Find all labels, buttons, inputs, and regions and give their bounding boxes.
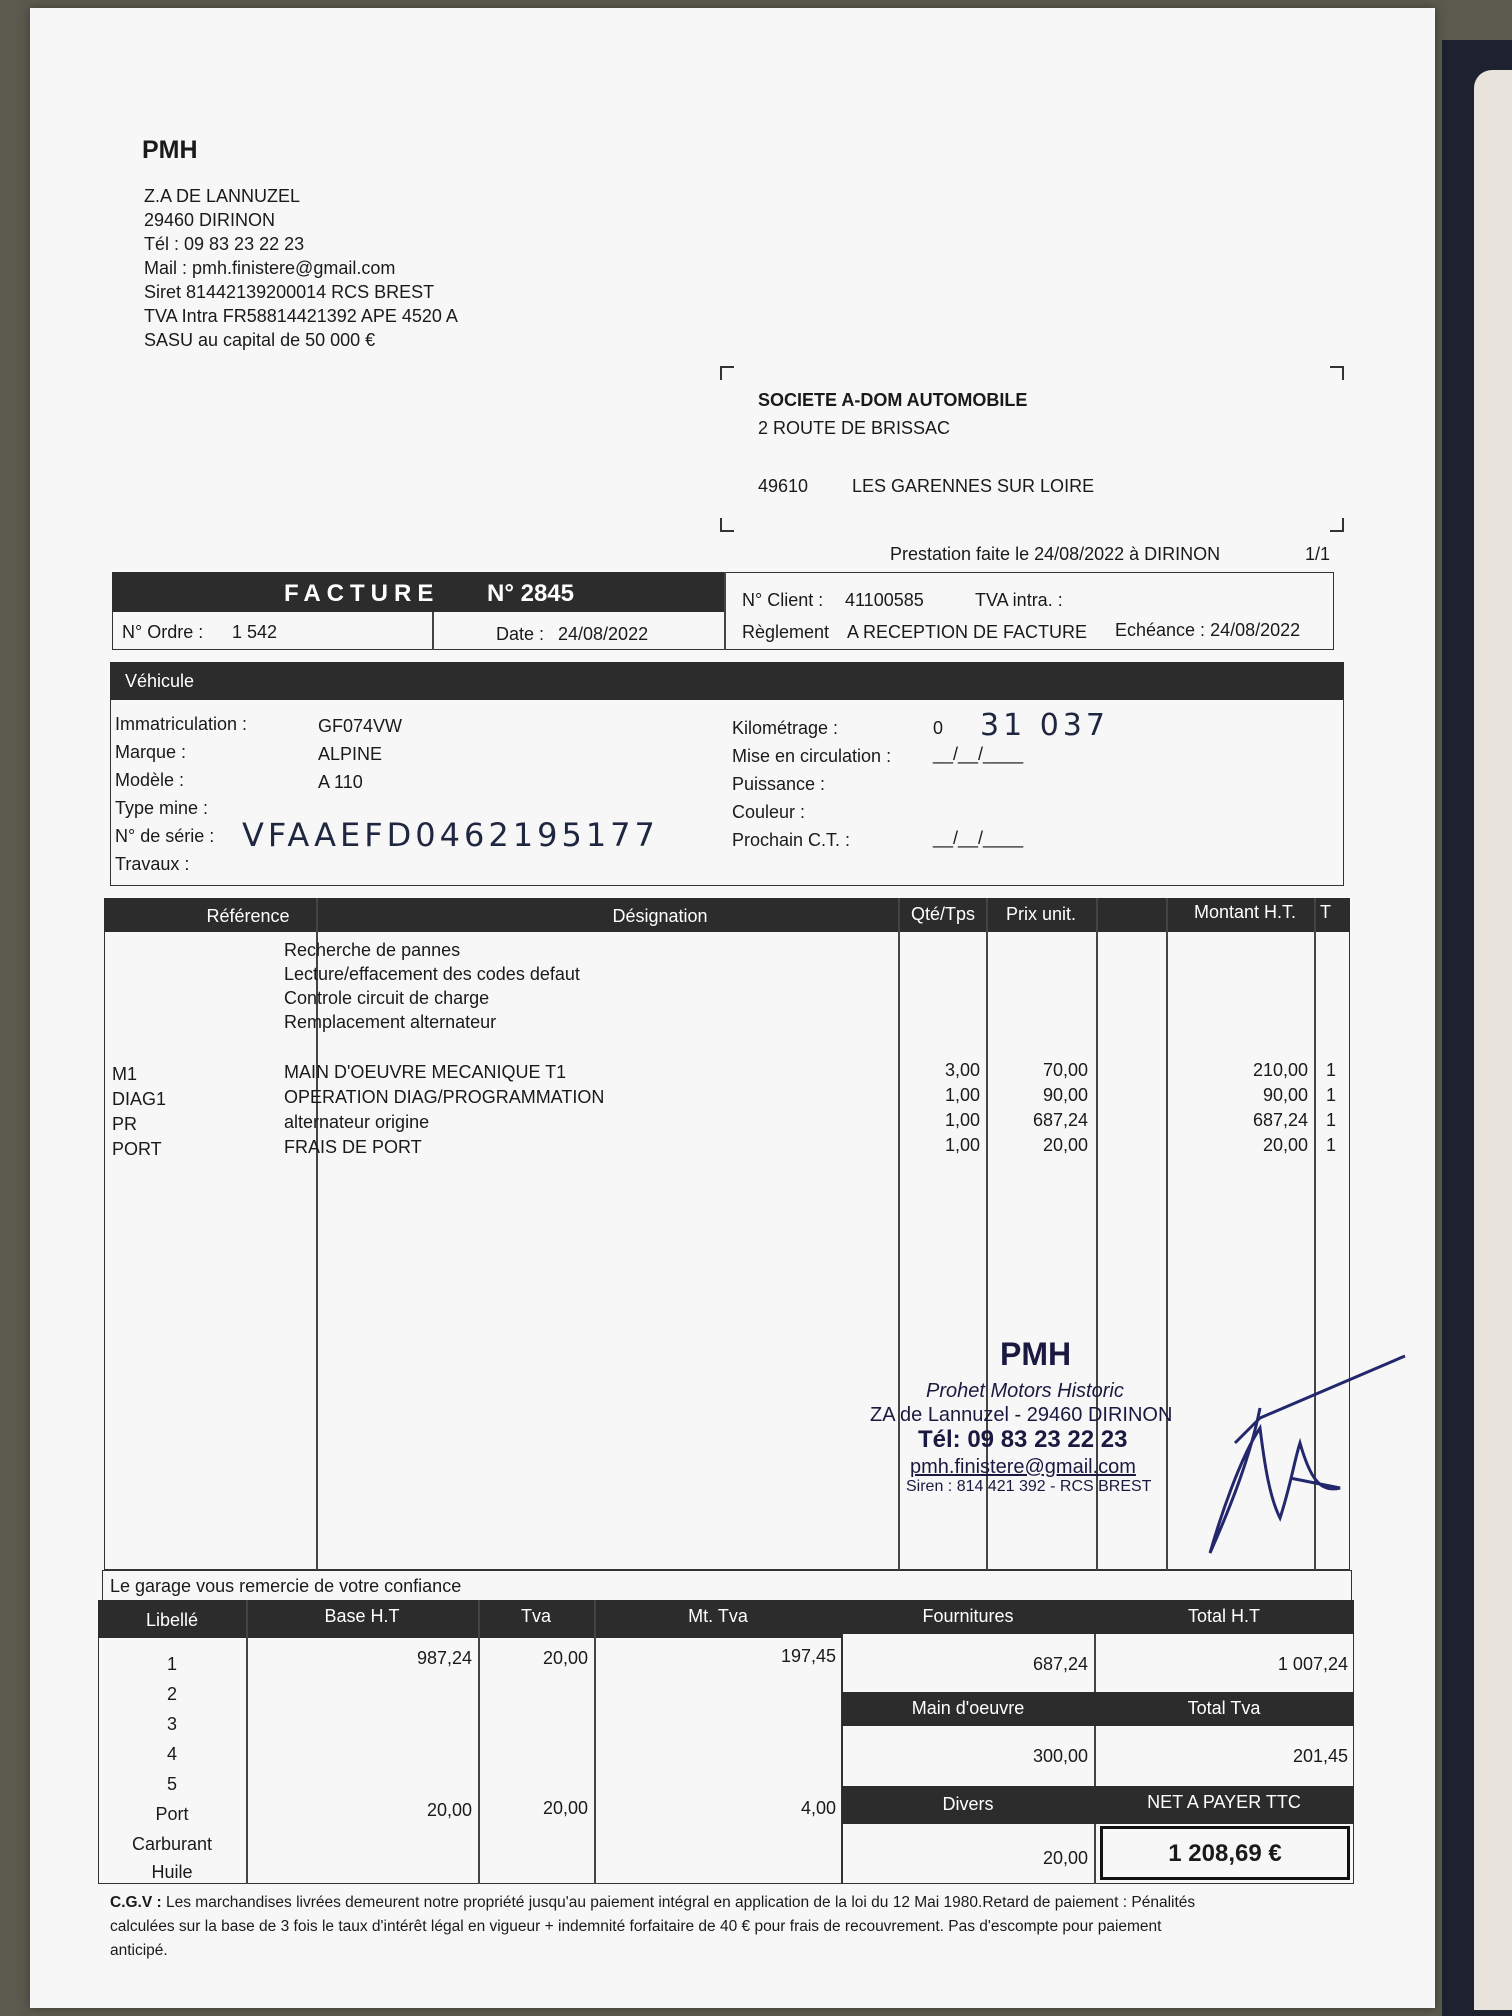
row-3-qte: 1,00: [944, 1110, 980, 1130]
modele-label: Modèle :: [115, 770, 185, 790]
ordre-value: 1 542: [232, 622, 278, 642]
recipient-postcode: 49610: [758, 476, 809, 496]
divider: [246, 1600, 248, 1884]
reglement-label: Règlement: [742, 622, 830, 642]
stamp-name: PMH: [1000, 1336, 1072, 1372]
company-address1: Z.A DE LANNUZEL: [144, 186, 301, 206]
divider: [1094, 1600, 1096, 1884]
immat-label: Immatriculation :: [115, 714, 248, 734]
col-montant: Montant H.T.: [1193, 902, 1297, 922]
company-tel: Tél : 09 83 23 22 23: [144, 234, 305, 254]
invoice-title-bar: [112, 572, 724, 612]
window-corner-tl: [720, 366, 734, 380]
row-2-prix: 90,00: [1042, 1085, 1088, 1105]
stamp-line3: Tél: 09 83 23 22 23: [918, 1426, 1128, 1453]
total-ht-label: Total H.T: [1187, 1606, 1261, 1626]
note-2: Lecture/effacement des codes defaut: [284, 964, 580, 984]
km-value: 0: [933, 718, 944, 738]
row-4-designation: FRAIS DE PORT: [284, 1137, 422, 1157]
row-1-prix: 70,00: [1042, 1060, 1088, 1080]
recipient-city: LES GARENNES SUR LOIRE: [852, 476, 1095, 496]
signature-icon: [1140, 1348, 1410, 1578]
note-1: Recherche de pannes: [284, 940, 461, 960]
cgv-text1: Les marchandises livrées demeurent notre propriété jusqu'au paiement intégral en application de la loi du 12 Mai 1980.Retard de paiement : Pénalités: [165, 1894, 1196, 1911]
row-4-prix: 20,00: [1042, 1135, 1088, 1155]
window-corner-tr: [1330, 366, 1344, 380]
invoice-paper: [30, 8, 1435, 2008]
invoice-number: N° 2845: [487, 580, 574, 607]
vat-label-5: 5: [166, 1774, 177, 1794]
stamp-line2: ZA de Lannuzel - 29460 DIRINON: [870, 1404, 1173, 1426]
cgv-text2: calculées sur la base de 3 fois le taux d'intérêt légal en vigueur + indemnité forfaitaire de 40 € pour frais de recouvrement. Pas d'escompte pour paiement: [110, 1918, 1162, 1935]
vat-label-2: 2: [166, 1684, 177, 1704]
background-card: [1474, 70, 1512, 2010]
vat-row1-base: 987,24: [416, 1648, 472, 1668]
ordre-label: N° Ordre :: [122, 622, 204, 642]
km-handwritten: 31 037: [980, 708, 1109, 743]
prestation-text: Prestation faite le 24/08/2022 à DIRINON: [890, 544, 1221, 564]
divider: [898, 898, 900, 1570]
divider: [594, 1600, 596, 1884]
travaux-label: Travaux :: [115, 854, 190, 874]
modele-value: A 110: [318, 772, 363, 792]
mise-label: Mise en circulation :: [732, 746, 892, 766]
note-4: Remplacement alternateur: [284, 1012, 497, 1032]
col-reference: Référence: [206, 906, 290, 926]
vat-port-mt: 4,00: [800, 1798, 836, 1818]
main-value: 300,00: [1032, 1746, 1088, 1766]
vat-port-tva: 20,00: [542, 1798, 588, 1818]
row-3-montant: 687,24: [1252, 1110, 1308, 1130]
row-4-montant: 20,00: [1262, 1135, 1308, 1155]
ct-value: __/__/____: [933, 828, 1024, 848]
type-label: Type mine :: [115, 798, 209, 818]
row-2-ref: DIAG1: [112, 1089, 167, 1109]
row-1-ref: M1: [112, 1064, 138, 1084]
net-value: 1 208,69 €: [1168, 1840, 1282, 1867]
invoice-title: FACTURE: [284, 580, 440, 607]
vat-label-1: 1: [166, 1654, 177, 1674]
date-value: 24/08/2022: [558, 624, 649, 644]
vehicle-header: Véhicule: [125, 671, 195, 691]
row-1-qte: 3,00: [944, 1060, 980, 1080]
vat-row1-tva: 20,00: [542, 1648, 588, 1668]
note-3: Controle circuit de charge: [284, 988, 490, 1008]
vat-label-3: 3: [166, 1714, 177, 1734]
client-label: N° Client :: [742, 590, 824, 610]
serie-value-handwritten: VFAAEFD0462195177: [242, 816, 659, 854]
tva-intra-label: TVA intra. :: [975, 590, 1063, 610]
company-siret: Siret 81442139200014 RCS BREST: [144, 282, 435, 302]
col-prix: Prix unit.: [1005, 904, 1077, 924]
window-corner-bl: [720, 518, 734, 532]
divider: [724, 572, 726, 650]
row-2-qte: 1,00: [944, 1085, 980, 1105]
divers-label: Divers: [942, 1794, 994, 1814]
col-t: T: [1320, 902, 1331, 922]
main-label: Main d'oeuvre: [911, 1698, 1025, 1718]
page-number: 1/1: [1305, 544, 1331, 564]
row-1-designation: MAIN D'OEUVRE MECANIQUE T1: [284, 1062, 567, 1082]
thanks-text: Le garage vous remercie de votre confiance: [110, 1576, 462, 1596]
row-3-prix: 687,24: [1032, 1110, 1088, 1130]
row-2-t: 1: [1326, 1085, 1337, 1105]
cgv-label: C.G.V :: [110, 1894, 162, 1911]
vat-col-tva: Tva: [520, 1606, 551, 1626]
row-4-qte: 1,00: [944, 1135, 980, 1155]
vat-row1-mt: 197,45: [780, 1646, 836, 1666]
date-label: Date :: [496, 624, 545, 644]
ct-label: Prochain C.T. :: [732, 830, 851, 850]
vat-label-4: 4: [166, 1744, 177, 1764]
total-tva-value: 201,45: [1292, 1746, 1348, 1766]
couleur-label: Couleur :: [732, 802, 806, 822]
row-3-ref: PR: [112, 1114, 138, 1134]
fournitures-value: 687,24: [1032, 1654, 1088, 1674]
marque-value: ALPINE: [318, 744, 383, 764]
reglement-value: A RECEPTION DE FACTURE: [847, 622, 1088, 642]
vat-label-carburant: Carburant: [131, 1834, 213, 1854]
row-4-t: 1: [1326, 1135, 1337, 1155]
vehicle-header-bar: [110, 662, 1344, 700]
marque-label: Marque :: [115, 742, 187, 762]
total-tva-label: Total Tva: [1187, 1698, 1261, 1718]
row-1-t: 1: [1326, 1060, 1337, 1080]
row-2-montant: 90,00: [1262, 1085, 1308, 1105]
puissance-label: Puissance :: [732, 774, 826, 794]
mise-value: __/__/____: [933, 744, 1024, 764]
cgv-line1: [110, 1894, 1390, 1912]
company-address2: 29460 DIRINON: [144, 210, 276, 230]
net-label: NET A PAYER TTC: [1147, 1792, 1301, 1812]
stamp-line5: Siren : 814 421 392 - RCS BREST: [906, 1478, 1152, 1495]
total-ht-value: 1 007,24: [1277, 1654, 1348, 1674]
divider: [432, 612, 434, 650]
vat-col-libelle: Libellé: [145, 1610, 199, 1630]
company-tva: TVA Intra FR58814421392 APE 4520 A: [144, 306, 458, 326]
serie-label: N° de série :: [115, 826, 215, 846]
divers-value: 20,00: [1042, 1848, 1088, 1868]
recipient-street: 2 ROUTE DE BRISSAC: [758, 418, 951, 438]
recipient-name: SOCIETE A-DOM AUTOMOBILE: [758, 390, 1028, 410]
company-mail: Mail : pmh.finistere@gmail.com: [144, 258, 396, 278]
row-3-designation: alternateur origine: [284, 1112, 430, 1132]
vat-col-base: Base H.T: [324, 1606, 400, 1626]
immat-value: GF074VW: [318, 716, 403, 736]
vat-label-port: Port: [155, 1804, 189, 1824]
cgv-text3: anticipé.: [110, 1942, 168, 1959]
row-1-montant: 210,00: [1252, 1060, 1308, 1080]
window-corner-br: [1330, 518, 1344, 532]
km-label: Kilométrage :: [732, 718, 839, 738]
col-qte: Qté/Tps: [910, 904, 976, 924]
vat-label-huile: Huile: [151, 1862, 193, 1882]
company-name: PMH: [142, 136, 198, 164]
row-3-t: 1: [1326, 1110, 1337, 1130]
stamp-line4: pmh.finistere@gmail.com: [910, 1456, 1136, 1478]
vat-port-base: 20,00: [426, 1800, 472, 1820]
fournitures-label: Fournitures: [922, 1606, 1014, 1626]
client-value: 41100585: [845, 590, 924, 610]
company-capital: SASU au capital de 50 000 €: [144, 330, 376, 350]
row-2-designation: OPERATION DIAG/PROGRAMMATION: [284, 1087, 605, 1107]
stamp-line1: Prohet Motors Historic: [926, 1380, 1124, 1402]
row-4-ref: PORT: [112, 1139, 162, 1159]
echeance: Echéance : 24/08/2022: [1115, 620, 1301, 640]
col-designation: Désignation: [612, 906, 708, 926]
divider: [478, 1600, 480, 1884]
vat-col-mt: Mt. Tva: [688, 1606, 748, 1626]
